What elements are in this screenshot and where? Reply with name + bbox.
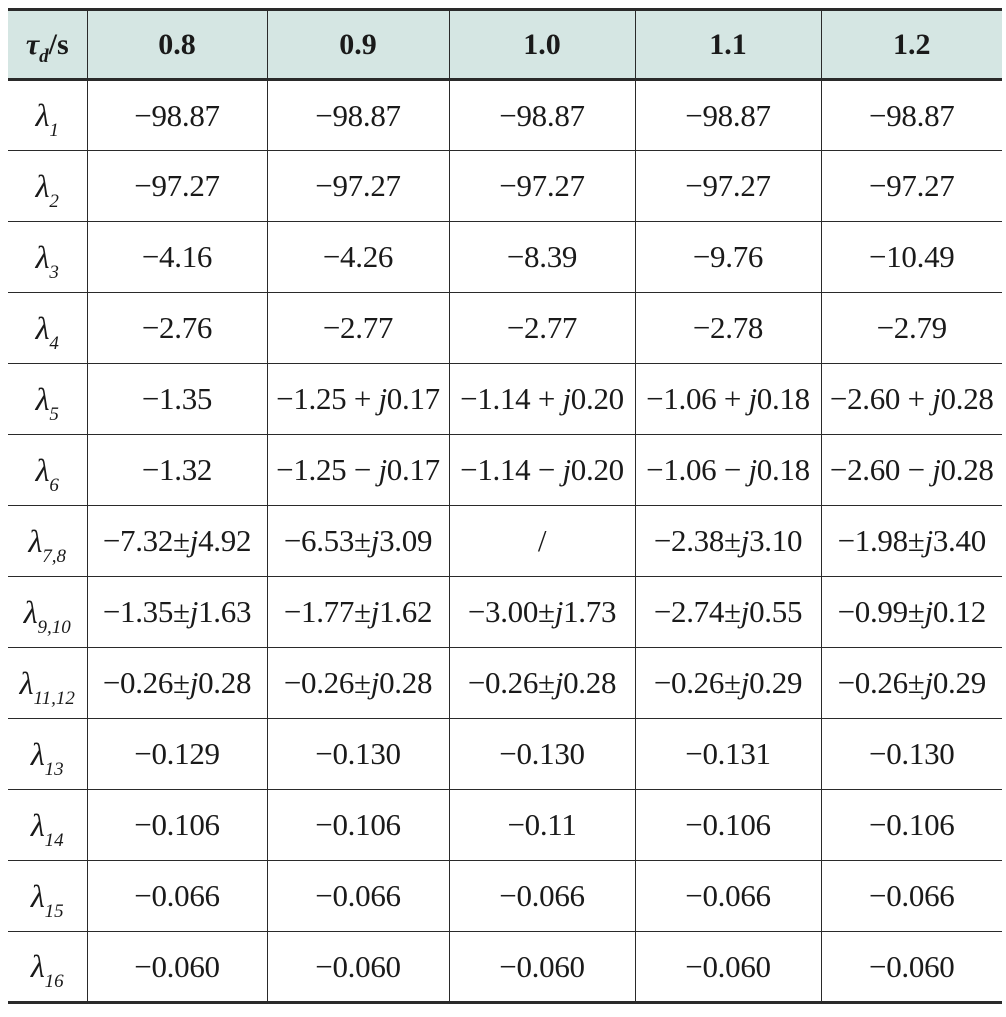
value-cell [821, 648, 1002, 719]
row-label-cell [8, 222, 87, 293]
row-label-cell [8, 790, 87, 861]
value-cell [87, 364, 267, 435]
column-header: 0.9 [267, 10, 449, 80]
imaginary-unit: j [189, 594, 199, 629]
value-cell [635, 293, 821, 364]
header-row [8, 10, 1002, 80]
column-header: 1.1 [635, 10, 821, 80]
imaginary-unit: j [189, 665, 199, 700]
imaginary-unit: j [378, 452, 387, 487]
value-cell [87, 222, 267, 293]
value-cell [449, 364, 635, 435]
imaginary-unit: j [554, 594, 564, 629]
value-cell [87, 151, 267, 222]
value-text: −2.60 − j0.28 [829, 452, 994, 487]
value-cell [87, 861, 267, 932]
table-row [8, 790, 1002, 861]
lambda-symbol: λ [30, 948, 45, 984]
value-cell [821, 293, 1002, 364]
row-label-cell [8, 861, 87, 932]
value-text: −97.27 [315, 168, 401, 203]
lambda-subscript: 1 [49, 120, 59, 141]
value-text: −0.26±j0.28 [467, 665, 617, 700]
value-text: −2.77 [506, 310, 578, 345]
column-header: 1.2 [821, 10, 1002, 80]
lambda-subscript: 13 [44, 758, 64, 780]
imaginary-unit: j [740, 665, 750, 700]
lambda-subscript: 4 [49, 332, 59, 354]
lambda-symbol: λ [35, 380, 50, 417]
value-text: −2.74±j0.55 [653, 594, 803, 629]
value-text: −0.26±j0.28 [283, 665, 433, 700]
value-text: −98.87 [499, 97, 585, 133]
imaginary-unit: j [562, 381, 571, 416]
value-text: −1.35 [141, 381, 213, 416]
row-label-cell [8, 435, 87, 506]
value-cell [267, 506, 449, 577]
lambda-subscript: 16 [44, 971, 64, 992]
row-label-cell [8, 577, 87, 648]
table-row [8, 222, 1002, 293]
value-text: −1.14 + j0.20 [460, 381, 624, 416]
row-label-cell [8, 648, 87, 719]
value-text: −0.066 [685, 878, 771, 913]
value-text: −97.27 [499, 168, 585, 203]
value-text: −0.066 [499, 878, 585, 913]
value-cell [821, 151, 1002, 222]
value-text: −97.27 [685, 168, 771, 203]
value-cell [449, 648, 635, 719]
value-text: −0.130 [869, 736, 955, 771]
value-cell [449, 719, 635, 790]
value-cell [635, 790, 821, 861]
value-cell [267, 932, 449, 1003]
lambda-symbol: λ [30, 877, 45, 914]
value-text: −0.060 [869, 948, 955, 984]
imaginary-unit: j [748, 452, 757, 487]
row-label-cell [8, 364, 87, 435]
imaginary-unit: j [924, 665, 933, 700]
value-text: −7.32±j4.92 [102, 523, 252, 558]
value-cell [87, 293, 267, 364]
value-text: −0.106 [685, 807, 771, 842]
value-cell [87, 719, 267, 790]
value-text: −0.066 [315, 878, 401, 913]
imaginary-unit: j [189, 523, 199, 558]
imaginary-unit: j [748, 381, 757, 416]
value-cell [821, 790, 1002, 861]
value-text: −1.35±j1.63 [102, 594, 252, 629]
lambda-symbol: λ [30, 735, 45, 772]
value-text: −0.060 [315, 948, 401, 984]
value-cell [87, 577, 267, 648]
imaginary-unit: j [932, 452, 941, 487]
value-text: −2.76 [141, 310, 213, 345]
value-text: −0.129 [134, 736, 220, 771]
lambda-subscript: 3 [49, 261, 59, 283]
imaginary-unit: j [924, 594, 933, 629]
value-cell [821, 364, 1002, 435]
tau-symbol: τ [25, 27, 40, 61]
value-cell [635, 719, 821, 790]
tau-unit: /s [48, 27, 69, 61]
value-cell [449, 790, 635, 861]
value-text: −0.99±j0.12 [837, 594, 986, 629]
value-text: −0.060 [685, 948, 771, 984]
imaginary-unit: j [370, 594, 380, 629]
value-cell [267, 80, 449, 151]
value-text: −1.25 − j0.17 [276, 452, 440, 487]
value-cell [821, 719, 1002, 790]
value-text: / [537, 523, 547, 558]
lambda-subscript: 11,12 [33, 687, 75, 709]
value-text: −2.78 [692, 310, 764, 345]
value-text: −2.79 [876, 310, 947, 345]
value-cell [267, 719, 449, 790]
value-cell [449, 577, 635, 648]
value-cell [449, 861, 635, 932]
value-cell [635, 435, 821, 506]
table-row [8, 435, 1002, 506]
value-cell [267, 435, 449, 506]
value-cell [821, 577, 1002, 648]
table-row [8, 648, 1002, 719]
value-cell [87, 435, 267, 506]
table-row [8, 151, 1002, 222]
lambda-subscript: 7,8 [42, 545, 67, 567]
value-text: −1.98±j3.40 [837, 523, 986, 558]
value-cell [635, 577, 821, 648]
table-row [8, 719, 1002, 790]
value-text: −0.106 [315, 807, 401, 842]
value-cell [821, 435, 1002, 506]
value-cell [267, 648, 449, 719]
lambda-subscript: 2 [49, 190, 59, 212]
value-text: −4.26 [322, 239, 394, 274]
value-cell [449, 932, 635, 1003]
value-cell [449, 293, 635, 364]
value-text: −98.87 [134, 97, 220, 133]
lambda-subscript: 9,10 [37, 616, 71, 638]
column-header: 1.0 [449, 10, 635, 80]
table-row [8, 861, 1002, 932]
value-text: −1.77±j1.62 [283, 594, 433, 629]
value-text: −0.060 [134, 948, 220, 984]
table-row [8, 506, 1002, 577]
value-text: −0.26±j0.29 [653, 665, 803, 700]
imaginary-unit: j [924, 523, 933, 558]
value-text: −0.106 [869, 807, 955, 842]
value-cell [449, 80, 635, 151]
row-label-cell [8, 80, 87, 151]
value-text: −0.060 [499, 948, 585, 984]
lambda-symbol: λ [28, 522, 43, 559]
lambda-subscript: 5 [49, 403, 59, 425]
imaginary-unit: j [740, 594, 750, 629]
value-text: −0.106 [134, 807, 220, 842]
lambda-symbol: λ [19, 664, 34, 701]
value-cell [635, 648, 821, 719]
value-text: −0.26±j0.28 [102, 665, 252, 700]
table-row [8, 364, 1002, 435]
value-cell [635, 222, 821, 293]
imaginary-unit: j [740, 523, 750, 558]
eigenvalue-table [8, 8, 1002, 1004]
value-text: −1.25 + j0.17 [276, 381, 440, 416]
value-text: −0.130 [499, 736, 585, 771]
value-cell [267, 293, 449, 364]
value-text: −1.14 − j0.20 [460, 452, 624, 487]
value-text: −1.06 + j0.18 [646, 381, 810, 416]
value-text: −98.87 [685, 97, 771, 133]
value-cell [449, 506, 635, 577]
value-cell [267, 790, 449, 861]
value-cell [449, 151, 635, 222]
tau-subscript: d [39, 45, 49, 67]
value-cell [821, 861, 1002, 932]
lambda-subscript: 15 [44, 900, 64, 922]
value-cell [635, 932, 821, 1003]
value-text: −2.77 [322, 310, 394, 345]
value-cell [267, 151, 449, 222]
lambda-symbol: λ [35, 309, 50, 346]
value-cell [267, 364, 449, 435]
column-header: 0.8 [87, 10, 267, 80]
value-cell [821, 506, 1002, 577]
value-cell [635, 80, 821, 151]
value-text: −1.32 [141, 452, 213, 487]
table-row [8, 577, 1002, 648]
value-text: −4.16 [141, 239, 213, 274]
value-text: −97.27 [869, 168, 955, 203]
lambda-symbol: λ [35, 97, 50, 133]
value-text: −98.87 [315, 97, 401, 133]
value-text: −0.130 [315, 736, 401, 771]
value-cell [821, 222, 1002, 293]
value-cell [87, 932, 267, 1003]
lambda-subscript: 6 [49, 474, 59, 496]
row-label-cell [8, 293, 87, 364]
lambda-symbol: λ [35, 238, 50, 275]
lambda-symbol: λ [35, 167, 50, 204]
lambda-symbol: λ [35, 451, 50, 488]
value-cell [87, 80, 267, 151]
lambda-subscript: 14 [44, 829, 64, 851]
table-row [8, 80, 1002, 151]
imaginary-unit: j [554, 665, 564, 700]
row-label-cell [8, 719, 87, 790]
value-text: −6.53±j3.09 [283, 523, 433, 558]
imaginary-unit: j [562, 452, 571, 487]
table-header [8, 10, 1002, 80]
value-cell [449, 435, 635, 506]
value-cell [87, 506, 267, 577]
imaginary-unit: j [932, 381, 941, 416]
value-text: −98.87 [869, 97, 955, 133]
value-cell [635, 151, 821, 222]
value-text: −10.49 [869, 239, 955, 274]
value-text: −2.38±j3.10 [653, 523, 803, 558]
value-text: −0.066 [134, 878, 220, 913]
imaginary-unit: j [378, 381, 387, 416]
value-cell [267, 222, 449, 293]
value-text: −0.26±j0.29 [837, 665, 986, 700]
value-text: −97.27 [134, 168, 220, 203]
value-text: −9.76 [692, 239, 764, 274]
value-text: −1.06 − j0.18 [646, 452, 810, 487]
table-row [8, 293, 1002, 364]
lambda-symbol: λ [30, 806, 45, 843]
lambda-symbol: λ [23, 593, 38, 630]
value-cell [821, 80, 1002, 151]
value-text: −0.066 [869, 878, 955, 913]
table-row [8, 932, 1002, 1003]
row-label-cell [8, 932, 87, 1003]
row-label-cell [8, 151, 87, 222]
value-cell [635, 506, 821, 577]
imaginary-unit: j [370, 523, 380, 558]
value-cell [87, 790, 267, 861]
value-text: −3.00±j1.73 [467, 594, 617, 629]
eigenvalue-table-container [8, 8, 1002, 1004]
value-cell [267, 577, 449, 648]
value-cell [267, 861, 449, 932]
value-cell [87, 648, 267, 719]
value-text: −2.60 + j0.28 [829, 381, 994, 416]
value-cell [635, 861, 821, 932]
imaginary-unit: j [370, 665, 380, 700]
value-cell [449, 222, 635, 293]
header-corner-cell [8, 10, 87, 80]
value-text: −0.131 [685, 736, 771, 771]
table-body [8, 80, 1002, 1003]
value-cell [821, 932, 1002, 1003]
value-text: −8.39 [506, 239, 578, 274]
row-label-cell [8, 506, 87, 577]
value-text: −0.11 [507, 807, 577, 842]
value-cell [635, 364, 821, 435]
